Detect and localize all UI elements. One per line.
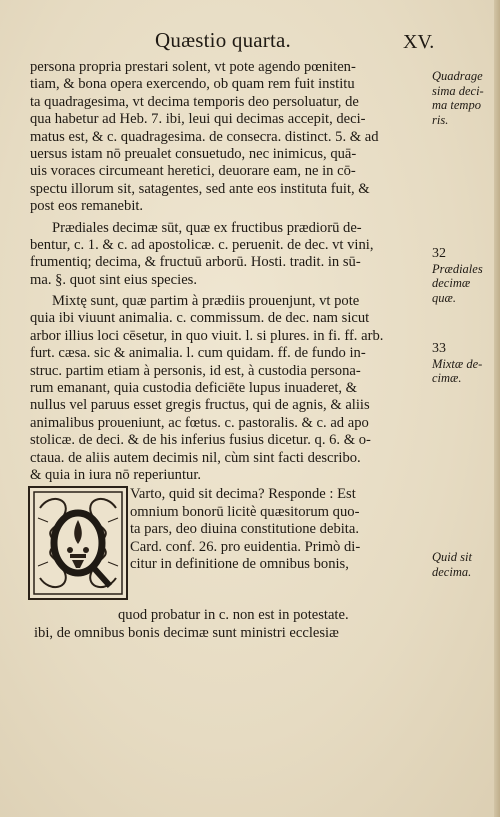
- text-line: Mixtę sunt, quæ partim à prædiis prouenjunt, vt pote: [52, 293, 360, 310]
- page-number: XV.: [403, 31, 435, 53]
- margin-note-quadragesima: Quadrage sima deci- ma tempo ris.: [432, 69, 484, 127]
- text-line: ma. §. quot sint eius species.: [30, 271, 197, 288]
- text-line: uis voraces circumeant heretici, deuorare eam, ne in cō-: [30, 163, 356, 180]
- text-line: ibi, de omnibus bonis decimæ sunt ministri ecclesiæ: [34, 624, 339, 641]
- text-line: uersus istam nō preualet consuetudo, nec inimicus, quā-: [30, 145, 357, 162]
- text-line: quia ibi viuunt animalia. c. commissum. de dec. nam sicut: [30, 310, 370, 327]
- text-line: arbor illius loci cēsetur, in quo viuit. l. si plures. in fi. ff. arb.: [30, 327, 384, 344]
- ornamental-initial-q-icon: [28, 486, 128, 600]
- margin-note-mixtae: 33 Mixtæ de- cimæ.: [432, 342, 498, 386]
- text-line: rum emanant, quia custodia deficiēte lupus inuaderet, &: [30, 380, 358, 397]
- text-line: ta quadragesima, vt decima temporis deo persoluatur, de: [30, 93, 359, 110]
- margin-note-praediales: 32 Prædiales decimæ quæ.: [432, 247, 498, 305]
- text-line: tiam, & bona opera exercendo, ob quam rem fuit institu: [30, 76, 355, 93]
- text-line: spectu illorum sit, satagentes, sed ante eos instituta fuit, &: [30, 180, 370, 197]
- text-line: qua habetur ad Heb. 7. ibi, leui qui decimas accepit, deci-: [30, 111, 366, 128]
- text-line: Varto, quid sit decima? Responde : Est: [130, 486, 356, 503]
- text-line: quod probatur in c. non est in potestate.: [118, 607, 349, 624]
- text-line: omnium bonorū licitè quæsitorum quo-: [130, 503, 360, 520]
- paragraph-quadragesima: [30, 59, 428, 216]
- text-line: citur in definitione de omnibus bonis,: [130, 555, 349, 572]
- dropcap-text: [130, 486, 430, 573]
- text-line: stolicæ. de deci. & de his inferius fusius dicetur. q. 6. & o-: [30, 432, 371, 449]
- text-line: Card. conf. 26. pro euidentia. Primò di-: [130, 538, 361, 555]
- paragraph-praediales: [30, 220, 428, 290]
- text-line: & quia in iura nō reperiuntur.: [30, 466, 202, 483]
- margin-number: 32: [432, 246, 446, 261]
- text-line: animalibus proueniunt, ac fœtus. c. pastoralis. & c. ad apo: [30, 414, 369, 431]
- text-line: frumentiq; decima, & fructuū arborū. Hosti. tradit. in sū-: [30, 254, 361, 271]
- text-line: struc. partim etiam à personis, id est, à custodia persona-: [30, 362, 361, 379]
- text-line: persona propria prestari solent, vt pote agendo pœniten-: [30, 59, 356, 75]
- main-text: [30, 59, 428, 642]
- text-line: ta pars, deo diuina constitutione debita.: [130, 521, 359, 538]
- text-line: furt. cæsa. sic & animalia. l. cum quidam. ff. de fundo in-: [30, 345, 366, 362]
- text-line: matus est, & c. quadragesima. de consecra. distinct. 5. & ad: [30, 128, 379, 145]
- text-line: ctaua. de aliis autem decimis nil, cùm sint facti describo.: [30, 449, 361, 466]
- paragraph-mixtae: [30, 293, 428, 484]
- paragraph-quid-sit: [30, 486, 428, 607]
- text-line: bentur, c. 1. & c. ad apostolicæ. c. peruenit. de dec. vt vini,: [30, 236, 374, 253]
- running-title: Quæstio quarta.: [155, 28, 291, 52]
- text-line: post eos remanebit.: [30, 198, 144, 215]
- margin-number: 33: [432, 341, 446, 356]
- margin-note-quid-sit: Quid sit decima.: [432, 550, 472, 579]
- text-line: nullus vel paruus esset gregis fructus, qui de agnis, & aliis: [30, 397, 370, 414]
- text-line: Prædiales decimæ sūt, quæ ex fructibus prædiorū de-: [52, 219, 362, 236]
